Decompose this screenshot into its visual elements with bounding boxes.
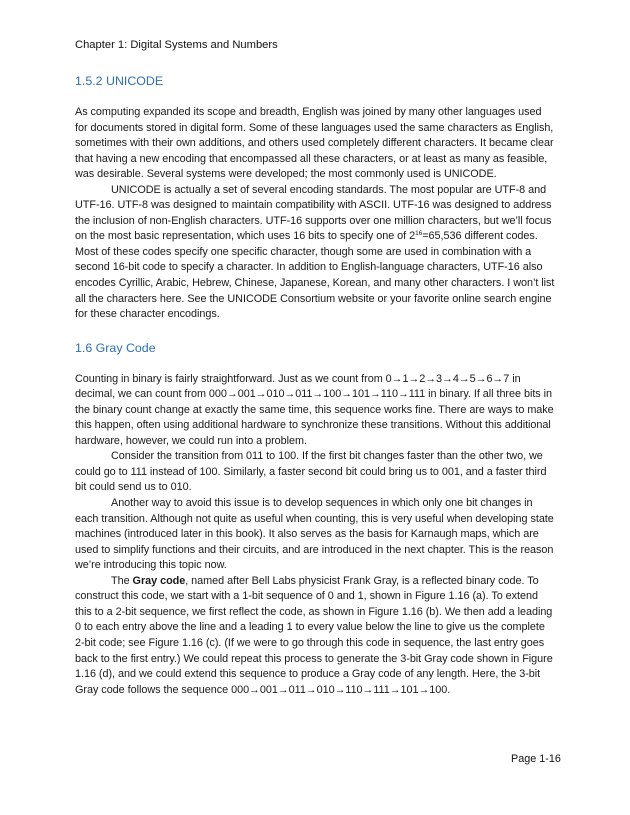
paragraph-unicode-standards (75, 183, 557, 323)
running-header: Chapter 1: Digital Systems and Numbers (75, 39, 278, 51)
paragraph-text: , named after Bell Labs physicist Frank Gray, is a reflected binary code. To construct this code, we start with a 1-bit sequence of 0 and 1, shown in Figure 1.16 (a). To extend this to a 2-bit sequence, we first reflect the code, as shown in Figure 1.16 (b). We then add a leading 0 to each entry above the line and a leading 1 to every value below the line to give us the complete 2-bit code; see Figure 1.16 (c). (If we were to go through this code in sequence, the last entry goes back to the first entry.) We could repeat this process to generate the 3-bit Gray code shown in Figure 1.16 (d), and we could extend this sequence to produce a Gray code of any length. Here, the 3-bit Gray code follows the sequence 000→001→011→010→110→111→101→100. (75, 574, 553, 696)
paragraph-unicode-intro: As computing expanded its scope and breadth, English was joined by many other languages used for documents stored in digital form. Some of these languages used the same characters as English, sometimes with their own additions, and others used completely different characters. It became clear that having a new encoding that encompassed all these characters, or at least as many as feasible, was desirable. Several systems were developed; the most commonly used is UNICODE. (75, 106, 554, 181)
page-number: Page 1-16 (511, 753, 561, 765)
section-heading-unicode: 1.5.2 UNICODE (75, 74, 164, 88)
paragraph-gray-code-definition (75, 574, 557, 698)
bold-term-gray-code: Gray code (132, 574, 186, 587)
paragraph-binary-counting: Counting in binary is fairly straightforward. Just as we count from 0→1→2→3→4→5→6→7 in decimal, we can count from 000→001→010→011→100→101→110→111 in binary. If all three bits in the binary count change at exactly the same time, this sequence works fine. There are ways to make this happen, often using additional hardware to synchronize these transitions. Without this additional hardware, however, we could run into a problem. (75, 372, 554, 447)
section-gray-code (75, 340, 557, 698)
section-heading-gray-code: 1.6 Gray Code (75, 340, 156, 355)
page-body (75, 73, 557, 698)
paragraph-transition-problem: Consider the transition from 011 to 100. If the first bit changes faster than the other two, we could go to 111 instead of 100. Similarly, a faster second bit could bring us to 001, and a faster third bit could send us to 010. (75, 450, 547, 494)
exponent-superscript: 16 (415, 230, 423, 238)
paragraph-text: =65,536 different codes. Most of these codes specify one specific character, though some are used in combination with a second 16-bit code to specify a character. In addition to English-language characters, UTF-16 also encodes Cyrillic, Arabic, Hebrew, Chinese, Japanese, Korean, and many other characters. I won’t list all the characters here. See the UNICODE Consortium website or your favorite online search engine for these character encodings. (75, 230, 555, 321)
paragraph-text: UNICODE is actually a set of several encoding standards. The most popular are UTF-8 and UTF-16. UTF-8 was designed to maintain compatibility with ASCII. UTF-16 was designed to address the inclusion of non-English characters. UTF-16 supports over one million characters, but we’ll focus on the most basic representation, which uses 16 bits to specify one of 2 (75, 183, 552, 243)
section-unicode (75, 73, 557, 323)
paragraph-one-bit-sequences: Another way to avoid this issue is to develop sequences in which only one bit changes in each transition. Although not quite as useful when counting, this is very useful when developing state machines (introduced later in this book). It also serves as the basis for Karnaugh maps, which are used to simplify functions and their circuits, and are introduced in the next chapter. This is the reason we’re introducing this topic now. (75, 497, 554, 572)
paragraph-text: The (111, 574, 133, 587)
